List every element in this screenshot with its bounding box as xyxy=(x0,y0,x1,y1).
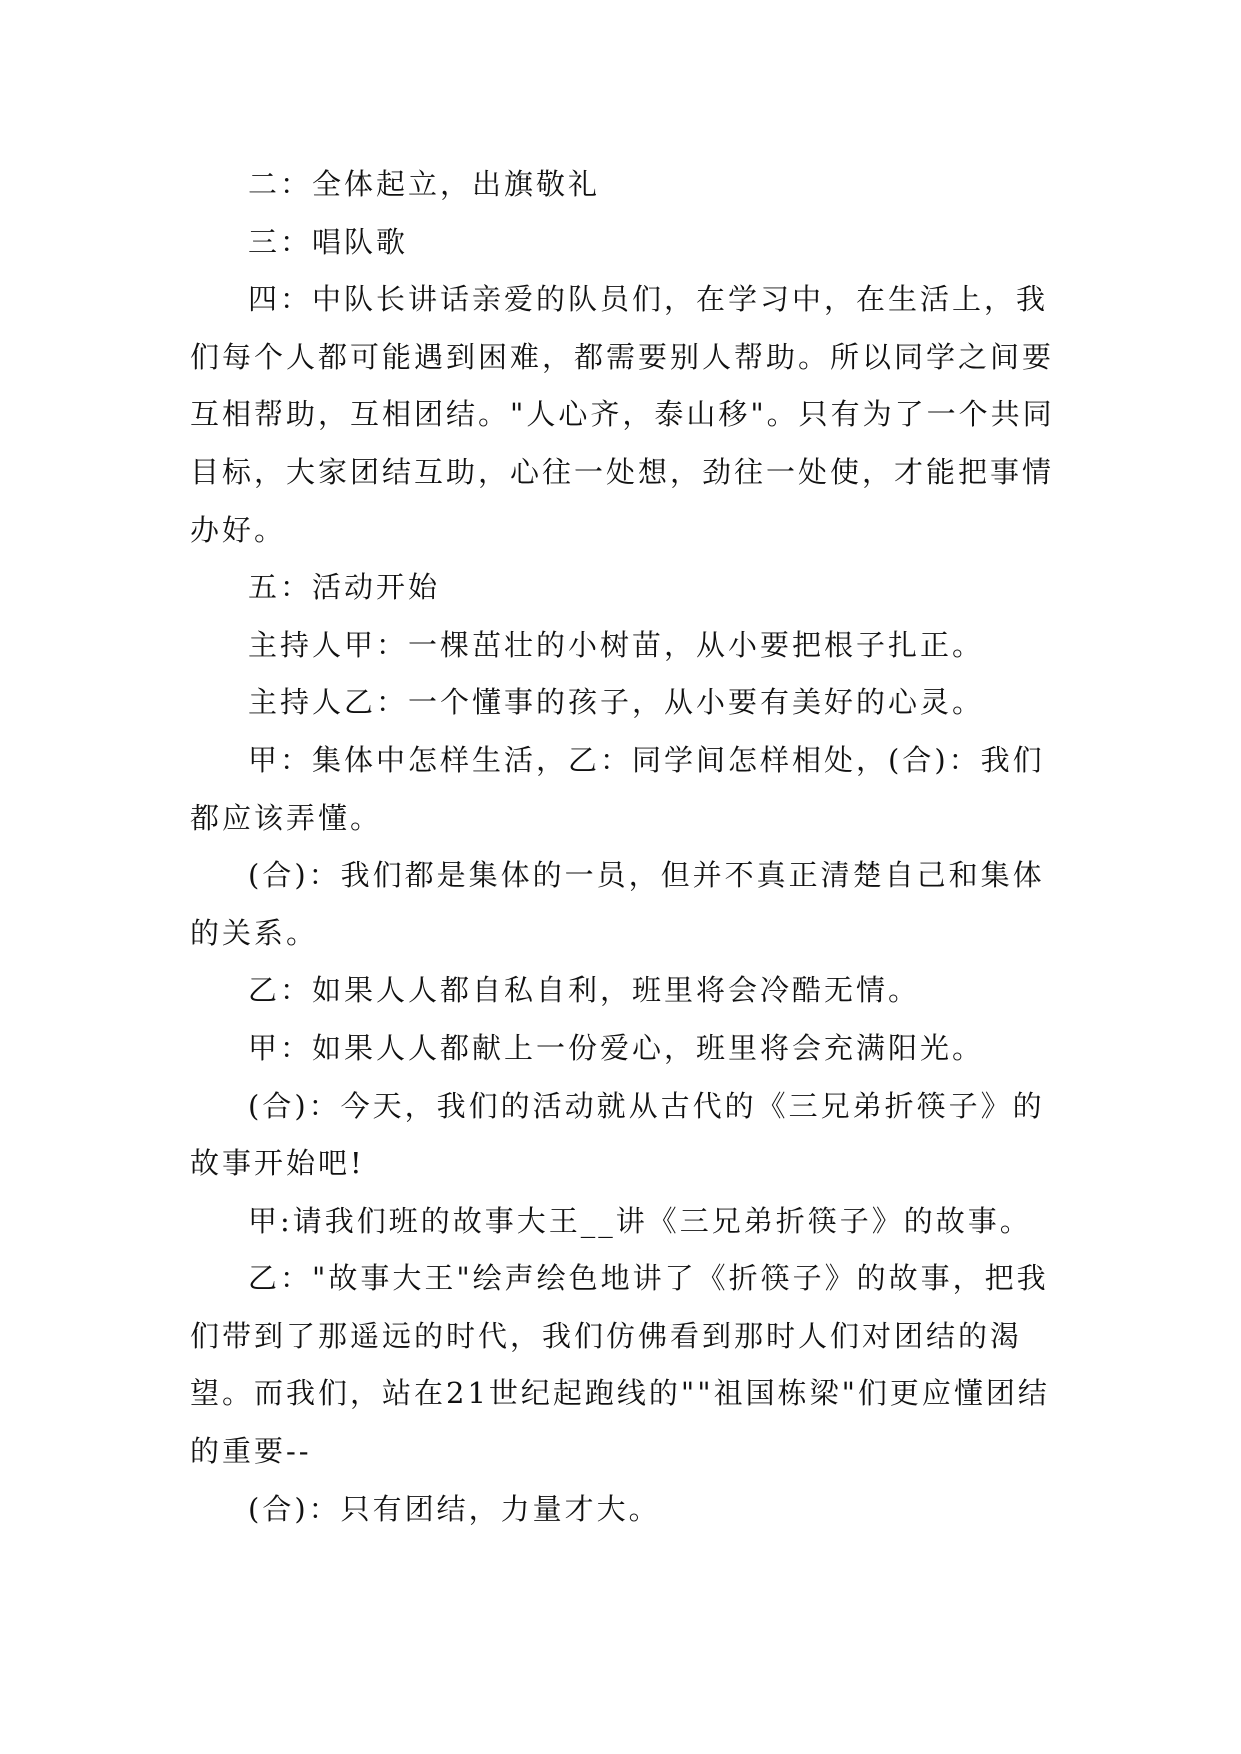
paragraph-together-member: (合)：我们都是集体的一员，但并不真正清楚自己和集体的关系。 xyxy=(190,858,1045,950)
paragraph-selfish: 乙：如果人人都自私自利，班里将会冷酷无情。 xyxy=(248,973,921,1008)
paragraph-story-intro: (合)：今天，我们的活动就从古代的《三兄弟折筷子》的故事开始吧! xyxy=(190,1088,1045,1181)
paragraph-captain-speech: 四：中队长讲话亲爱的队员们，在学习中，在生活上，我们每个人都可能遇到困难，都需要别人帮助。所以同学之间要互相帮助，互相团结。"人心齐，泰山移"。只有为了一个共同目标，大家团结互助，心往一处想，劲往一处使，才能把事情办好。 xyxy=(190,282,1055,547)
document-body xyxy=(190,156,1070,1538)
paragraph-team-song: 三：唱队歌 xyxy=(248,224,409,259)
paragraph-story-summary: 乙："故事大王"绘声绘色地讲了《折筷子》的故事，把我们带到了那遥远的时代，我们仿佛看到那时人们对团结的渴望。而我们，站在21世纪起跑线的""祖国栋梁"们更应懂团结的重要-- xyxy=(190,1261,1050,1469)
paragraph-host-b-intro: 主持人乙：一个懂事的孩子，从小要有美好的心灵。 xyxy=(248,685,985,720)
paragraph-activity-start: 五：活动开始 xyxy=(248,570,441,605)
paragraph-love: 甲：如果人人都献上一份爱心，班里将会充满阳光。 xyxy=(248,1030,985,1065)
paragraph-host-a-intro: 主持人甲：一棵茁壮的小树苗，从小要把根子扎正。 xyxy=(248,627,985,662)
paragraph-story-king: 甲:请我们班的故事大王__讲《三兄弟折筷子》的故事。 xyxy=(248,1203,1032,1238)
paragraph-collective-life: 甲：集体中怎样生活，乙：同学间怎样相处，(合)：我们都应该弄懂。 xyxy=(190,742,1045,835)
paragraph-ceremony-flag: 二：全体起立，出旗敬礼 xyxy=(248,167,601,201)
paragraph-unity-strength: (合)：只有团结，力量才大。 xyxy=(248,1491,661,1526)
